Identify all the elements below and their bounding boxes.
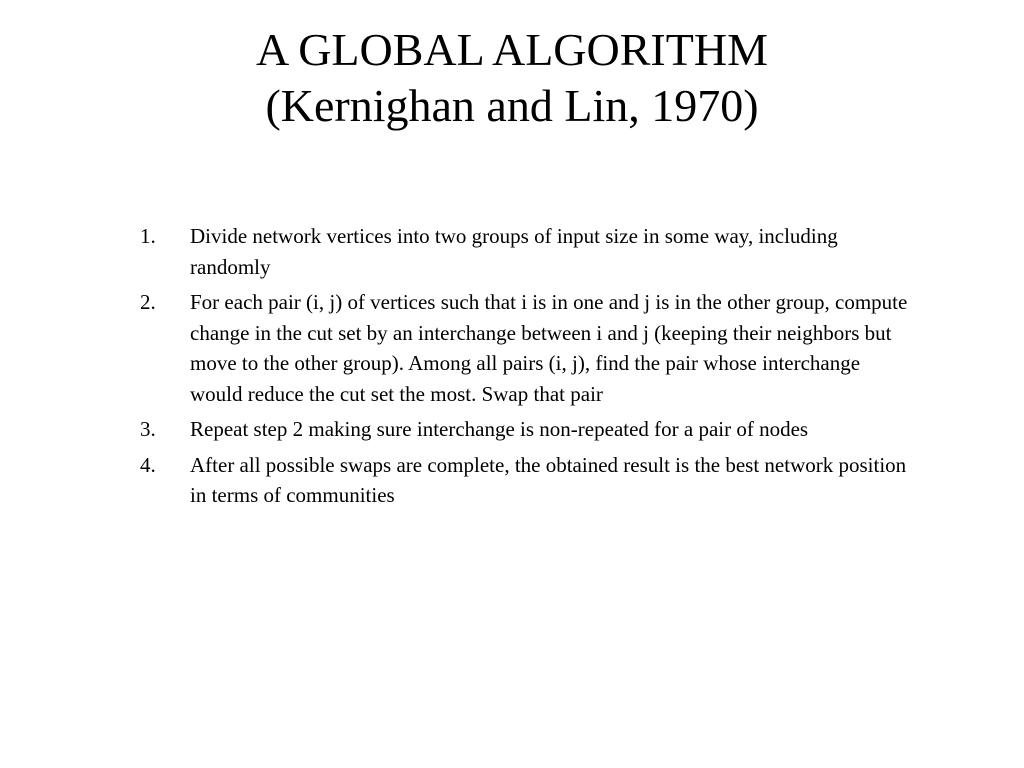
algorithm-step-3 (134, 414, 914, 445)
step-text: After all possible swaps are complete, the obtained result is the best network position in terms of communities (190, 452, 907, 507)
step-text: Divide network vertices into two groups of input size in some way, including randomly (190, 224, 838, 279)
algorithm-step-1 (134, 221, 914, 282)
step-number: 3. (140, 417, 156, 441)
slide-title-line-2: (Kernighan and Lin, 1970) (265, 80, 759, 131)
slide-title-line-1: A GLOBAL ALGORITHM (256, 24, 768, 75)
algorithm-steps-list (134, 221, 914, 516)
step-number: 1. (140, 224, 156, 248)
algorithm-step-4 (134, 450, 914, 511)
step-text: For each pair (i, j) of vertices such that i is in one and j is in the other group, compute change in the cut set by an interchange between i and j (keeping their neighbors but move to the other group). Among all pairs (i, j), find the pair whose interchange would reduce the cut set the most. Swap that pair (190, 290, 908, 406)
step-number: 4. (140, 452, 156, 477)
slide-title (0, 22, 1024, 134)
step-number: 2. (140, 290, 156, 314)
algorithm-step-2 (134, 287, 914, 409)
step-text: Repeat step 2 making sure interchange is non-repeated for a pair of nodes (190, 417, 809, 441)
